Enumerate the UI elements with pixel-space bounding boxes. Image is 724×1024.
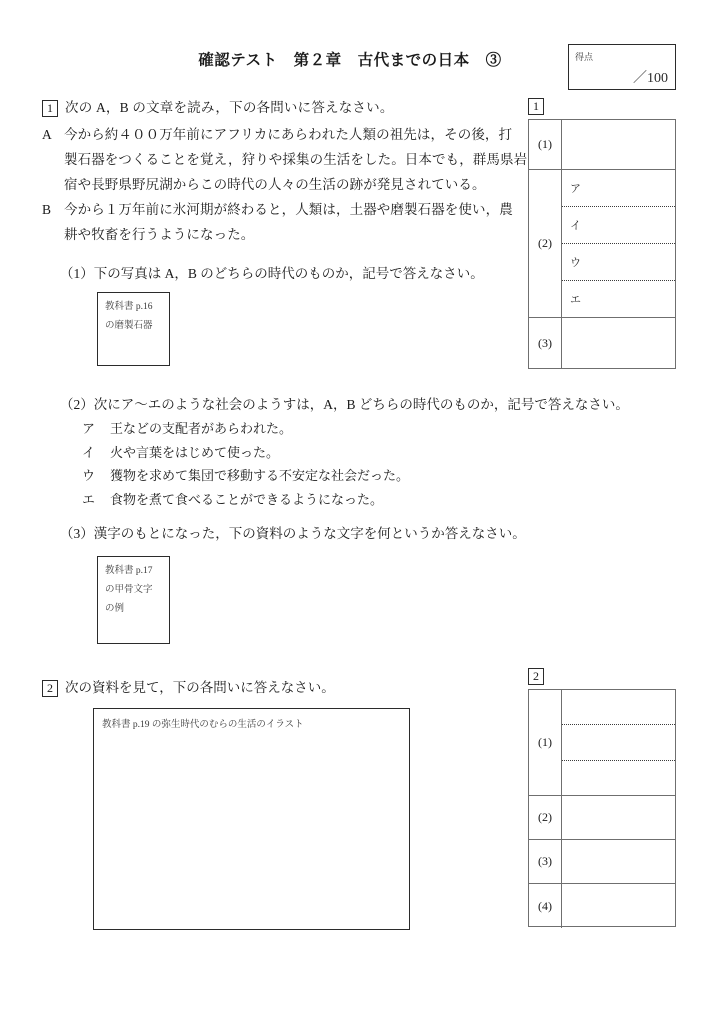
answer-cell[interactable] (562, 884, 675, 928)
paragraph-a-marker: A (42, 127, 52, 142)
answer-cell[interactable] (562, 796, 675, 839)
section-1-number: 1 (42, 100, 58, 117)
answer-cell[interactable] (562, 170, 675, 317)
section-1-heading (42, 96, 394, 117)
answer-subcell-i[interactable]: イ (562, 207, 675, 244)
figure-p17-line-2: の甲骨文字 (105, 585, 153, 595)
section-2-instruction: 次の資料を見て，下の各問いに答えなさい。 (65, 680, 335, 695)
score-total: ／100 (633, 71, 668, 86)
answer-row-label: (3) (529, 840, 562, 883)
answer-subcell-e[interactable]: エ (570, 294, 581, 306)
score-box (568, 44, 676, 90)
answer-row (529, 796, 675, 840)
figure-p16-line-2: の磨製石器 (105, 321, 153, 331)
answer-subcell[interactable] (562, 120, 675, 169)
answer-row-label: (1) (529, 690, 562, 795)
answer-table-2 (528, 689, 676, 927)
question-1-1-text: （1）下の写真は A，B のどちらの時代のものか，記号で答えなさい。 (60, 266, 484, 281)
answer-row (529, 884, 675, 928)
section-1-instruction: 次の A，B の文章を読み，下の各問いに答えなさい。 (65, 100, 394, 115)
option-a-mark: ア (82, 421, 96, 436)
answer-table-2-tag (528, 668, 544, 685)
option-e-mark: エ (82, 491, 96, 507)
paragraph-a (42, 122, 528, 197)
answer-row-label: (1) (529, 120, 562, 169)
answer-cell[interactable] (562, 318, 675, 368)
answer-subcell[interactable] (562, 884, 675, 928)
paragraph-b-marker: B (42, 202, 52, 217)
answer-table-1 (528, 119, 676, 369)
page-title: 確認テスト 第２章 古代までの日本 ③ (198, 52, 502, 69)
paragraph-b-body (64, 197, 512, 247)
option-a-text: 王などの支配者があらわれた。 (110, 421, 293, 436)
question-1-2-text: （2）次にア〜エのような社会のようすは，A，B どちらの時代のものか，記号で答えなさい。 (60, 397, 629, 412)
answer-cell[interactable] (562, 840, 675, 883)
answer-subcell-u[interactable]: ウ (562, 244, 675, 281)
figure-p17-line-1: 教科書 p.17 (105, 566, 153, 576)
paragraph-a-body (64, 122, 528, 197)
paragraph-a-line-2: 製石器をつくることを覚え，狩りや採集の生活をした。日本でも，群馬県岩 (64, 152, 528, 167)
option-i-mark: イ (82, 444, 96, 460)
paragraph-a-line-1: 今から約４００万年前にアフリカにあらわれた人類の祖先は，その後，打 (64, 127, 513, 142)
answer-row (529, 690, 675, 796)
answer-row (529, 170, 675, 318)
answer-subcell[interactable] (562, 840, 675, 883)
option-a (82, 417, 409, 441)
answer-row-label: (2) (529, 170, 562, 317)
figure-p16-line-1: 教科書 p.16 (105, 302, 153, 312)
figure-placeholder-p19 (93, 708, 410, 930)
option-u-mark: ウ (82, 468, 96, 483)
answer-subcell[interactable] (562, 318, 675, 368)
answer-table-1-tag (528, 98, 544, 115)
answer-row (529, 840, 675, 884)
answer-row (529, 318, 675, 368)
answer-cell[interactable] (562, 690, 675, 795)
paragraph-b-line-1: 今から１万年前に氷河期が終わると，人類は，土器や磨製石器を使い，農 (64, 202, 513, 217)
question-1-3-text: （3）漢字のもとになった，下の資料のような文字を何というか答えなさい。 (60, 526, 526, 541)
paragraph-a-line-3: 宿や長野県野尻湖からこの時代の人々の生活の跡が発見されている。 (64, 177, 486, 192)
answer-row (529, 120, 675, 170)
section-2-heading (42, 676, 335, 697)
answer-subcell-1[interactable] (562, 690, 675, 725)
score-label: 得点 (575, 52, 594, 62)
option-u-text: 獲物を求めて集団で移動する不安定な社会だった。 (110, 468, 410, 483)
answer-cell[interactable] (562, 120, 675, 169)
answer-subcell-2[interactable] (562, 725, 675, 760)
figure-p17-line-3: の例 (105, 604, 125, 614)
question-1-2-options (82, 417, 409, 511)
option-i (82, 441, 409, 465)
figure-placeholder-p16 (97, 292, 170, 366)
answer-subcell-3[interactable] (562, 761, 675, 795)
paragraph-b-line-2: 耕や牧畜を行うようになった。 (64, 227, 255, 242)
figure-p19-line-1: 教科書 p.19 の弥生時代のむらの生活のイラスト (102, 720, 304, 730)
paragraph-b (42, 197, 512, 247)
answer-row-label: (2) (529, 796, 562, 839)
option-u (82, 464, 409, 488)
answer-subcell[interactable] (562, 796, 675, 839)
section-2-number: 2 (42, 680, 58, 697)
answer-row-label: (3) (529, 318, 562, 368)
answer-row-label: (4) (529, 884, 562, 928)
answer-table-1-number: 1 (528, 98, 544, 115)
option-e (82, 488, 409, 512)
option-e-text: 食物を煮て食べることができるようになった。 (110, 491, 384, 507)
figure-placeholder-p17 (97, 556, 170, 644)
option-i-text: 火や言葉をはじめて使った。 (110, 444, 280, 460)
answer-table-2-number: 2 (528, 668, 544, 685)
answer-subcell-a[interactable]: ア (562, 170, 675, 207)
